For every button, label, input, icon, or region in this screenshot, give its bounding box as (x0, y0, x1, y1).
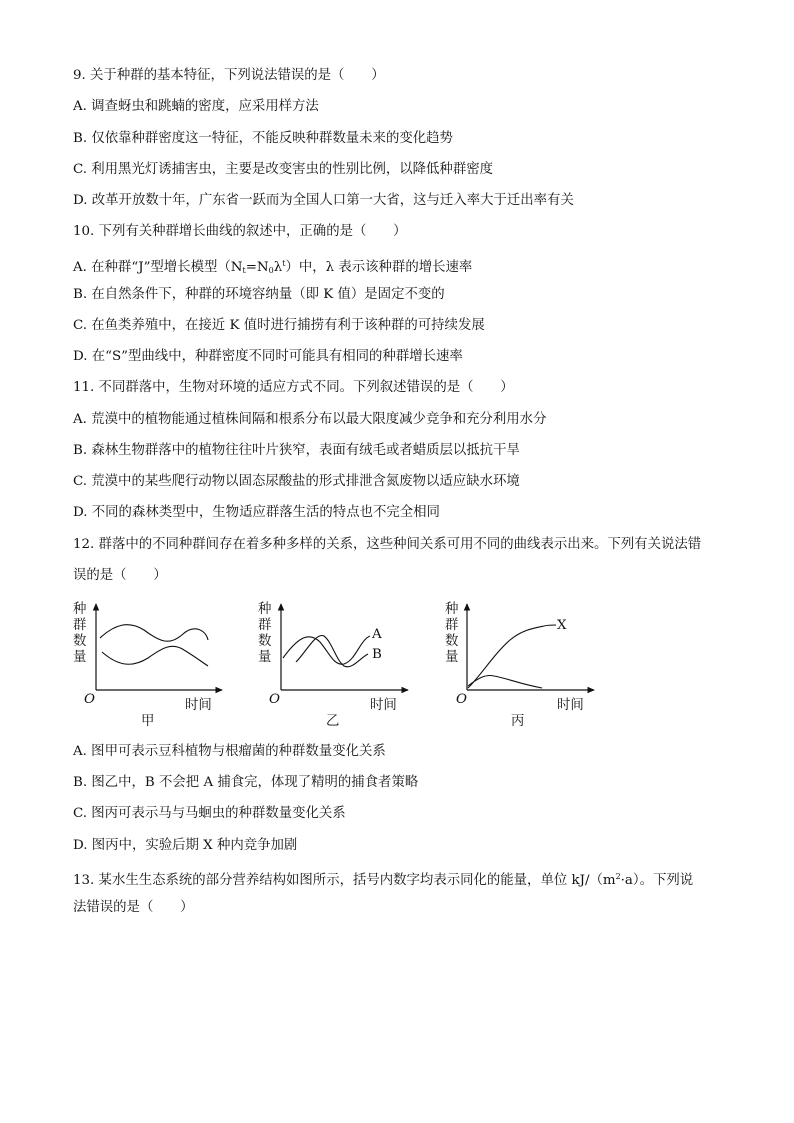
q11-option-d: D. 不同的森林类型中，生物适应群落生活的特点也不完全相同 (73, 505, 440, 520)
q11-stem: 11. 不同群落中，生物对环境的适应方式不同。下列叙述错误的是（ ） (73, 380, 514, 395)
q10-a-sub-0: 0 (268, 266, 274, 275)
yi-curve-a (283, 636, 370, 664)
q10-a-text-mid: =N (245, 260, 269, 275)
yi-origin: O (269, 692, 280, 707)
bing-caption: 丙 (511, 714, 525, 729)
q12-figures (0, 596, 794, 736)
yi-caption: 乙 (326, 714, 340, 729)
q10-option-d: D. 在“S”型曲线中，种群密度不同时可能具有相同的种群增长速率 (73, 349, 463, 364)
jia-y-label-4: 量 (73, 650, 87, 665)
figure-bing (445, 601, 594, 729)
bing-curve-x (468, 625, 556, 688)
q10-a-lambda: λ (273, 260, 283, 275)
bing-label-x: X (557, 618, 567, 633)
q9-option-b: B. 仅依靠种群密度这一特征，不能反映种群数量未来的变化趋势 (73, 131, 453, 146)
q12-stem-line1: 12. 群落中的不同种群间存在着多种多样的关系，这些种间关系可用不同的曲线表示出来。下列有关说法错 (73, 537, 702, 552)
q10-option-b: B. 在自然条件下，种群的环境容纳量（即 K 值）是固定不变的 (73, 287, 445, 302)
q12-option-d: D. 图丙中，实验后期 X 种内竞争加剧 (73, 838, 298, 853)
bing-origin: O (456, 692, 467, 707)
bing-curve-other (468, 675, 542, 688)
bing-y-label-1: 种 (445, 602, 459, 617)
q13-text-pre: 13. 某水生生态系统的部分营养结构如图所示，括号内数字均表示同化的能量，单位 kJ/（m (73, 873, 616, 888)
q13-stem-line2: 法错误的是（ ） (73, 900, 194, 915)
q12-option-a: A. 图甲可表示豆科植物与根瘤菌的种群数量变化关系 (73, 744, 386, 759)
yi-x-label: 时间 (370, 698, 397, 713)
yi-y-label-1: 种 (258, 602, 272, 617)
q9-option-d: D. 改革开放数十年，广东省一跃而为全国人口第一大省，这与迁入率大于迁出率有关 (73, 193, 574, 208)
figure-jia (73, 601, 222, 729)
jia-curve-lower (102, 646, 208, 666)
q13-stem-line1 (73, 867, 693, 891)
q10-a-sup-t: t (282, 259, 286, 268)
q9-stem: 9. 关于种群的基本特征，下列说法错误的是（ ） (73, 68, 385, 83)
jia-caption: 甲 (141, 714, 155, 729)
q11-option-a: A. 荒漠中的植物能通过植株间隔和根系分布以最大限度减少竞争和充分利用水分 (73, 412, 547, 427)
q12-stem-line2: 误的是（ ） (73, 568, 167, 583)
bing-y-label-4: 量 (445, 650, 459, 665)
q13-text-post: ·a）。下列说 (620, 873, 694, 888)
yi-y-label-3: 数 (258, 634, 272, 649)
figure-yi (258, 601, 408, 729)
q10-option-c: C. 在鱼类养殖中，在接近 K 值时进行捕捞有利于该种群的可持续发展 (73, 318, 485, 333)
q10-option-a (73, 254, 472, 281)
bing-y-label-2: 群 (445, 618, 459, 633)
yi-y-label-2: 群 (258, 618, 272, 633)
q10-a-text-pre: A. 在种群“J”型增长模型（N (73, 260, 243, 275)
q12-option-c: C. 图丙可表示马与马蛔虫的种群数量变化关系 (73, 806, 346, 821)
q10-stem: 10. 下列有关种群增长曲线的叙述中，正确的是（ ） (73, 224, 407, 239)
q11-option-b: B. 森林生物群落中的植物往往叶片狭窄，表面有绒毛或者蜡质层以抵抗干旱 (73, 443, 520, 458)
jia-y-label-3: 数 (73, 634, 87, 649)
jia-x-label: 时间 (185, 698, 212, 713)
q10-a-sub-t: t (242, 266, 246, 275)
jia-y-label-2: 群 (73, 618, 87, 633)
yi-y-label-4: 量 (258, 650, 272, 665)
jia-y-label-1: 种 (73, 602, 87, 617)
q9-option-a: A. 调查蚜虫和跳蝻的密度，应采用样方法 (73, 99, 319, 114)
bing-x-label: 时间 (557, 698, 584, 713)
bing-y-label-3: 数 (445, 634, 459, 649)
jia-curve-upper (100, 625, 208, 642)
yi-label-a: A (372, 627, 382, 642)
q10-a-text-post: ）中，λ 表示该种群的增长速率 (285, 260, 473, 275)
q13-sup-2: 2 (615, 872, 621, 881)
q12-option-b: B. 图乙中，B 不会把 A 捕食完，体现了精明的捕食者策略 (73, 775, 419, 790)
yi-label-b: B (372, 647, 382, 662)
jia-origin: O (84, 692, 95, 707)
q9-option-c: C. 利用黑光灯诱捕害虫，主要是改变害虫的性别比例，以降低种群密度 (73, 162, 493, 177)
q11-option-c: C. 荒漠中的某些爬行动物以固态尿酸盐的形式排泄含氮废物以适应缺水环境 (73, 474, 520, 489)
